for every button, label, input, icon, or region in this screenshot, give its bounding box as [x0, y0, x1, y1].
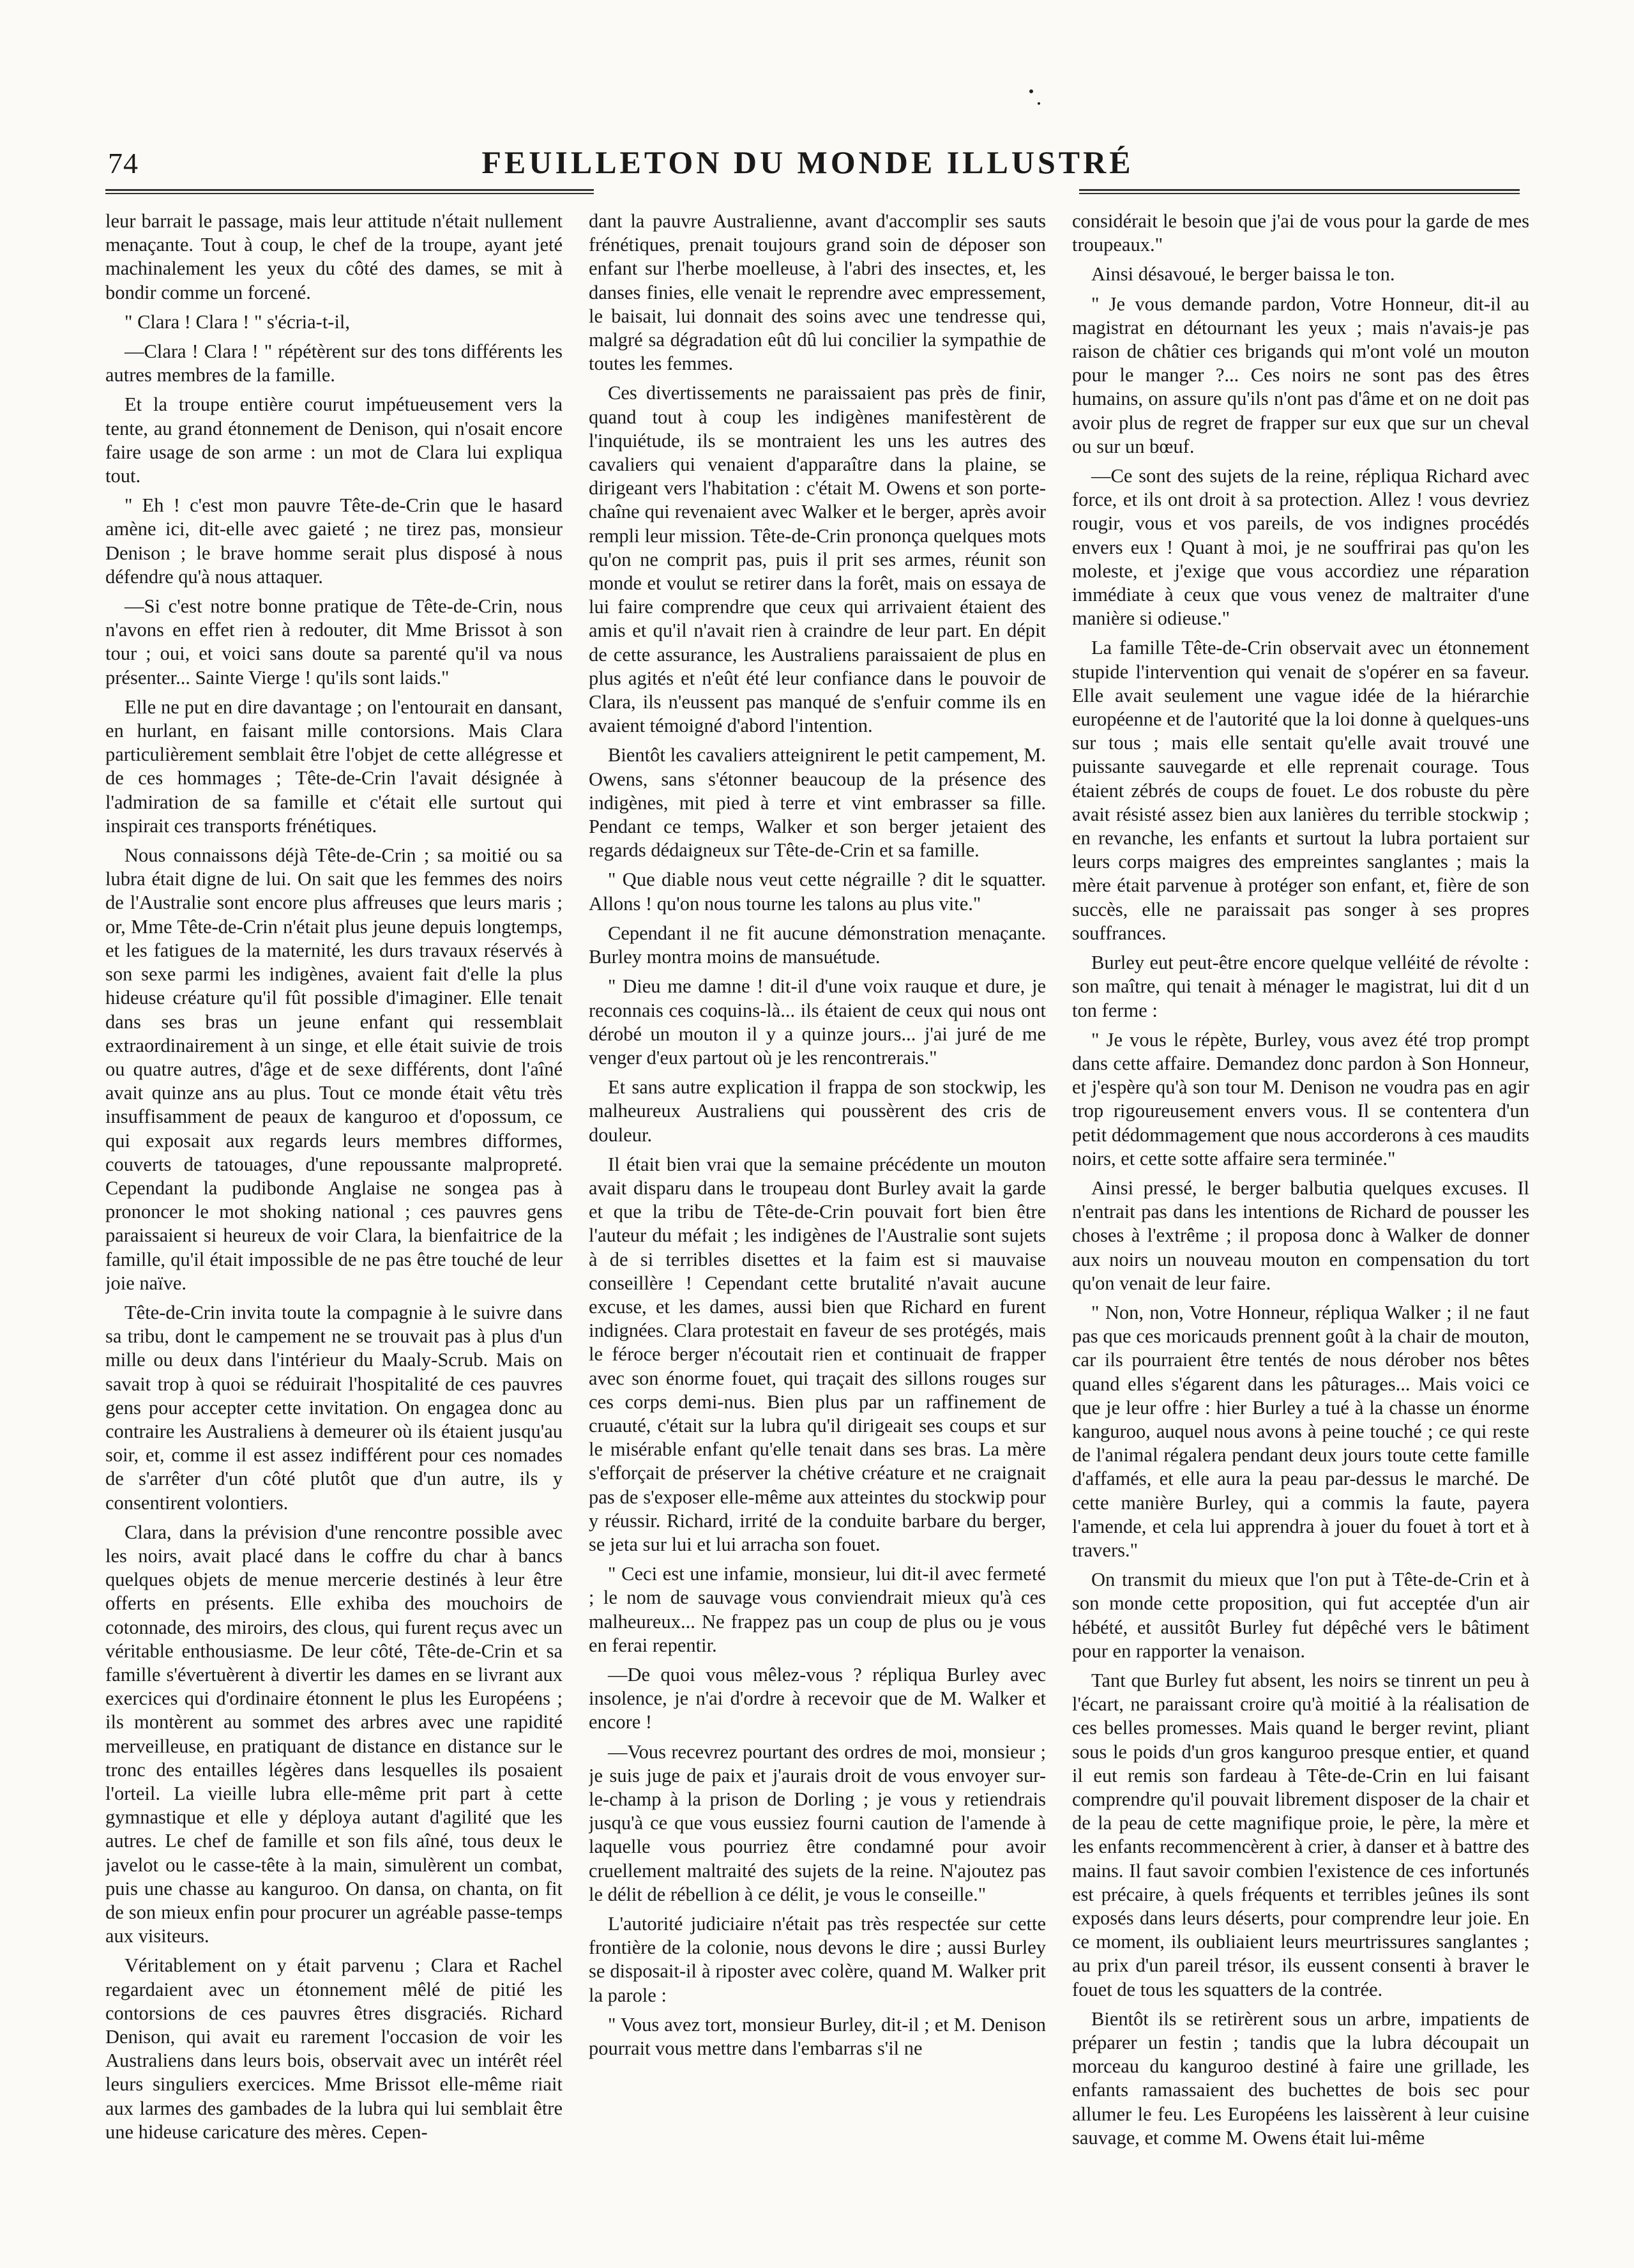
page-header: [105, 144, 1510, 188]
paragraph: " Que diable nous veut cette négraille ? dit le squatter. Allons ! qu'on nous tourne les talons au plus vite.": [589, 869, 1046, 915]
page-number: 74: [108, 147, 139, 179]
paragraph: —Ce sont des sujets de la reine, répliqua Richard avec force, et ils ont droit à sa protection. Allez ! vous devriez rougir, vous et vos pareils, de vos indignes procédés envers eux ! Quant à moi, je ne souffrirai pas qu'on les moleste, et j'exige que vous accordiez une réparation immédiate à ceux que vous venez de maltraiter d'une manière si odieuse.": [1072, 465, 1529, 630]
paragraph: Véritablement on y était parvenu ; Clara et Rachel regardaient avec un étonnement mêlé de pitié les contorsions de ces pauvres êtres disgraciés. Richard Denison, qui avait eu rarement l'occasion de voir les Australiens dans leurs bois, observait avec un intérêt réel leurs singuliers exercices. Mme Brissot elle-même riait aux larmes des gambades de la lubra qui lui semblait être une hideuse caricature des mères. Cepen-: [105, 1954, 563, 2143]
paragraph: Et la troupe entière courut impétueusement vers la tente, au grand étonnement de Denison, qui n'osait encore faire usage de son arme : un mot de Clara lui expliqua tout.: [105, 393, 563, 487]
header-rule-left-thin: [105, 193, 594, 194]
print-speck: [1029, 89, 1033, 93]
paragraph: Clara, dans la prévision d'une rencontre possible avec les noirs, avait placé dans le coffre du char à bancs quelques objets de menue mercerie destinés à leur être offerts en présents. Elle exhiba des mouchoirs de cotonnade, des miroirs, des clous, qui furent reçus avec un véritable enthousiasme. De leur côté, Tête-de-Crin et sa famille s'évertuèrent à divertir les dames en se livrant aux exercices qui d'ordinaire étonnent le plus les Européens ; ils montèrent au sommet des arbres avec une rapidité merveilleuse, en pratiquant de distance en distance sur le tronc des entailles légères dans lesquelles ils posaient l'orteil. La vieille lubra elle-même prit part à cette gymnastique et elle y déploya autant d'agilité que les autres. Le chef de famille et son fils aîné, tous deux le javelot ou le casse-tête à la main, simulèrent un combat, puis une chasse au kanguroo. On dansa, on chanta, on fit de son mieux enfin pour procurer un agréable passe-temps aux visiteurs.: [105, 1521, 563, 1947]
paragraph: Bientôt ils se retirèrent sous un arbre, impatients de préparer un festin ; tandis que la lubra découpait un morceau du kanguroo destiné à faire une grillade, les enfants ramassaient des buchettes de bois sec pour allumer le feu. Les Européens les laissèrent à leur cuisine sauvage, et comme M. Owens était lui-même: [1072, 2007, 1529, 2149]
paragraph: La famille Tête-de-Crin observait avec un étonnement stupide l'intervention qui venait de s'opérer en sa faveur. Elle avait seulement une vague idée de la hiérarchie européenne et de l'autorité que la loi donne à quelques-uns sur tous ; mais elle sentait qu'elle avait trouvé une puissante sauvegarde et elle reprenait courage. Tous étaient zébrés de coups de fouet. Le dos robuste du père avait résisté assez bien aux lanières du terrible stockwip ; en revanche, les enfants et surtout la lubra portaient sur leurs corps maigres des empreintes sanglantes ; mais la mère était parvenue à protéger son enfant, et, fière de son succès, elle ne paraissait pas songer à ses propres souffrances.: [1072, 637, 1529, 944]
paragraph: " Je vous demande pardon, Votre Honneur, dit-il au magistrat en détournant les yeux ; mais n'avais-je pas raison de châtier ces brigands qui m'ont volé un mouton pour le manger ?... Ces noirs ne sont pas des êtres humains, on assure qu'ils n'ont pas d'âme et on ne doit pas avoir plus de regret de frapper sur eux que sur un cheval ou sur un bœuf.: [1072, 293, 1529, 457]
paragraph: " Clara ! Clara ! " s'écria-t-il,: [125, 310, 351, 333]
paragraph: Il était bien vrai que la semaine précédente un mouton avait disparu dans le troupeau dont Burley avait la garde et que la tribu de Tête-de-Crin pouvait fort bien être l'auteur du méfait ; les indigènes de l'Australie sont sujets à de si terribles disettes et la faim est si mauvaise conseillère ! Cependant cette brutalité n'avait aucune excuse, et les dames, aussi bien que Richard en furent indignées. Clara protestait en faveur de ses protégés, mais le féroce berger n'écoutait rien et continuait de frapper avec son énorme fouet, qui traçait des sillons rouges sur ces corps demi-nus. Bien plus par un raffinement de cruauté, c'était sur la lubra qu'il dirigeait ses coups et sur le misérable enfant qu'elle tenait dans ses bras. La mère s'efforçait de préserver la chétive créature et ne craignait pas de s'exposer elle-même aux atteintes du stockwip pour y réussir. Richard, irrité de la conduite barbare du berger, se jeta sur lui et lui arracha son fouet.: [589, 1153, 1046, 1555]
paragraph: Bientôt les cavaliers atteignirent le petit campement, M. Owens, sans s'étonner beaucoup de la présence des indigènes, mit pied à terre et vint embrasser sa fille. Pendant ce temps, Walker et son berger jetaient des regards dédaigneux sur Tête-de-Crin et sa famille.: [589, 744, 1046, 862]
column-3: [1072, 209, 1529, 2247]
print-speck: [1038, 102, 1040, 105]
paragraph: Nous connaissons déjà Tête-de-Crin ; sa moitié ou sa lubra était digne de lui. On sait que les femmes des noirs de l'Australie sont encore plus affreuses que leurs maris ; or, Mme Tête-de-Crin n'était plus jeune depuis longtemps, et les fatigues de la maternité, les durs travaux réservés à son sexe parmi les indigènes, avaient fait d'elle la plus hideuse créature qu'il fût possible d'imaginer. Elle tenait dans ses bras un jeune enfant qui ressemblait extraordinairement à un singe, et elle était suivie de trois ou quatre autres, d'âge et de sexe différents, dont l'aîné avait quinze ans au plus. Tout ce monde était vêtu très insuffisamment de peaux de kanguroo et d'opossum, ce qui exposait aux regards leurs membres difformes, couverts de tatouages, d'une repoussante malpropreté. Cependant la pudibonde Anglaise ne songea pas à prononcer le mot shoking national ; ces pauvres gens paraissaient si heureux de voir Clara, la bienfaitrice de la famille, qu'il était impossible de ne pas être touché de leur joie naïve.: [105, 844, 563, 1294]
paragraph: —Si c'est notre bonne pratique de Tête-de-Crin, nous n'avons en effet rien à redouter, dit Mme Brissot à son tour ; oui, et voici sans doute sa parenté qu'il va nous présenter... Sainte Vierge ! qu'ils sont laids.": [105, 595, 563, 689]
paragraph: dant la pauvre Australienne, avant d'accomplir ses sauts frénétiques, prenait toujours grand soin de déposer son enfant sur l'herbe moelleuse, à l'abri des insectes, et, les danses finies, elle venait le reprendre avec empressement, le baisait, lui donnait des soins avec une tendresse qui, malgré sa dégradation eût dû lui concilier la sympathie de toutes les femmes.: [589, 210, 1046, 375]
paragraph: " Vous avez tort, monsieur Burley, dit-il ; et M. Denison pourrait vous mettre dans l'embarras s'il ne: [589, 2013, 1046, 2060]
paragraph: Burley eut peut-être encore quelque velléité de révolte : son maître, qui tenait à ménager le magistrat, lui dit d un ton ferme :: [1072, 952, 1529, 1021]
paragraph: Ainsi désavoué, le berger baissa le ton.: [1091, 263, 1395, 285]
paragraph: —Clara ! Clara ! " répétèrent sur des tons différents les autres membres de la famille.: [105, 340, 563, 386]
paragraph: Elle ne put en dire davantage ; on l'entourait en dansant, en hurlant, en faisant mille contorsions. Mais Clara particulièrement semblait être l'objet de cette allégresse et de ces hommages ; Tête-de-Crin l'avait désignée à l'admiration de sa famille et c'était elle surtout qui inspirait ces transports frénétiques.: [105, 696, 563, 837]
paragraph: Ces divertissements ne paraissaient pas près de finir, quand tout à coup les indigènes manifestèrent de l'inquiétude, ils se montraient les uns les autres des cavaliers qui venaient d'apparaître dans la plaine, se dirigeant vers l'habitation : c'était M. Owens et son porte-chaîne qui revenaient avec Walker et le berger, après avoir rempli leur mission. Tête-de-Crin prononça quelques mots qu'on ne comprit pas, puis il prit ses armes, réunit son monde et voulut se retirer dans la forêt, mais on essaya de lui faire comprendre que ceux qui arrivaient étaient des amis et qu'il n'avait rien à craindre de leur part. En dépit de cette assurance, les Australiens paraissaient de plus en plus agités et n'eût été leur confiance dans le pouvoir de Clara, ils n'eussent pas manqué de s'enfuir comme ils en avaient témoigné d'abord l'intention.: [589, 382, 1046, 737]
paragraph: Cependant il ne fit aucune démonstration menaçante. Burley montra moins de mansuétude.: [589, 922, 1046, 968]
paragraph: Et sans autre explication il frappa de son stockwip, les malheureux Australiens qui poussèrent des cris de douleur.: [589, 1076, 1046, 1146]
paragraph: " Ceci est une infamie, monsieur, lui dit-il avec fermeté ; le nom de sauvage vous conviendrait mieux qu'à ces malheureux... Ne frappez pas un coup de plus ou je vous en ferai repentir.: [589, 1563, 1046, 1656]
paragraph: " Eh ! c'est mon pauvre Tête-de-Crin que le hasard amène ici, dit-elle avec gaieté ; ne tirez pas, monsieur Denison ; le brave homme serait plus disposé à nous défendre qu'à nous attaquer.: [105, 494, 563, 588]
header-rule-right-thin: [1079, 193, 1520, 194]
paragraph: leur barrait le passage, mais leur attitude n'était nullement menaçante. Tout à coup, le chef de la troupe, ayant jeté machinalement les yeux du côté des dames, se mit à bondir comme un forcené.: [105, 210, 563, 303]
paragraph: " Non, non, Votre Honneur, répliqua Walker ; il ne faut pas que ces moricauds prennent goût à la chair de mouton, car ils pourraient être tentés de nous dérober nos bêtes quand elles s'égarent dans les pâturages... Mais voici ce que je leur offre : hier Burley a tué à la chasse un énorme kanguroo, auquel nous avons à peine touché ; ce qui reste de l'animal régalera pendant deux jours toute cette famille d'affamés, et elle aura la peau par-dessus le marché. De cette manière Burley, qui a commis la faute, payera l'amende, et cela lui apprendra à jouer du fouet à tort et à travers.": [1072, 1301, 1529, 1561]
header-rule-right: [1079, 189, 1520, 191]
paragraph: —De quoi vous mêlez-vous ? répliqua Burley avec insolence, je n'ai d'ordre à recevoir que de M. Walker et encore !: [589, 1663, 1046, 1733]
paragraph: " Dieu me damne ! dit-il d'une voix rauque et dure, je reconnais ces coquins-là... ils étaient de ceux qui nous ont dérobé un mouton il y a quinze jours... j'ai juré de me venger d'eux partout où je les rencontrerais.": [589, 975, 1046, 1069]
paragraph: L'autorité judiciaire n'était pas très respectée sur cette frontière de la colonie, nous devons le dire ; aussi Burley se disposait-il à riposter avec colère, quand M. Walker prit la parole :: [589, 1913, 1046, 2006]
paragraph: considérait le besoin que j'ai de vous pour la garde de mes troupeaux.": [1072, 210, 1529, 256]
paragraph: —Vous recevrez pourtant des ordres de moi, monsieur ; je suis juge de paix et j'aurais droit de vous envoyer sur-le-champ à la prison de Dorling ; je vous y retiendrais jusqu'à ce que vous eussiez fourni caution de l'amende à laquelle vous pourriez être condamné pour avoir cruellement maltraité des sujets de la reine. N'ajoutez pas le délit de rébellion à ce délit, je vous le conseille.": [589, 1740, 1046, 1905]
column-2: [589, 209, 1046, 2247]
paragraph: Ainsi pressé, le berger balbutia quelques excuses. Il n'entrait pas dans les intentions de Richard de pousser les choses à l'extrême ; il proposa donc à Walker de donner aux noirs un nouveau mouton en compensation du tort qu'on venait de leur faire.: [1072, 1176, 1529, 1294]
column-1: [105, 209, 563, 2247]
paragraph: Tête-de-Crin invita toute la compagnie à le suivre dans sa tribu, dont le campement ne se trouvait pas à plus d'un mille ou deux dans l'intérieur du Maaly-Scrub. Mais on savait trop à quoi se réduirait l'hospitalité de ces pauvres gens pour accepter cette invitation. On engagea donc au contraire les Australiens à demeurer où ils étaient jusqu'au soir, et, comme il est assez indifférent pour ces nomades de s'arrêter d'un côté plutôt que d'un autre, ils y consentirent volontiers.: [105, 1301, 563, 1514]
header-rule-left: [105, 189, 594, 191]
paragraph: Tant que Burley fut absent, les noirs se tinrent un peu à l'écart, ne paraissant croire qu'à moitié à la réalisation de ces belles promesses. Mais quand le berger revint, pliant sous le poids d'un gros kanguroo presque entier, et quand il eut remis son fardeau à Tête-de-Crin en lui faisant comprendre qu'il pouvait librement disposer de la chair et de la peau de cette magnifique proie, le père, la mère et les enfants recommencèrent à crier, à danser et à battre des mains. Il faut savoir combien l'existence de ces infortunés est précaire, à quels fréquents et terribles jeûnes ils sont exposés dans leurs déserts, pour comprendre leur joie. En ce moment, ils oubliaient leurs meurtrissures sanglantes ; au prix d'un pareil trésor, ils eussent consenti à braver le fouet de tous les squatters de la contrée.: [1072, 1669, 1529, 2000]
article-columns: [105, 209, 1529, 2247]
paragraph: On transmit du mieux que l'on put à Tête-de-Crin et à son monde cette proposition, qui fut acceptée d'un air hébété, et aussitôt Burley fut dépêché vers le bâtiment pour en rapporter la venaison.: [1072, 1569, 1529, 1662]
running-title: FEUILLETON DU MONDE ILLUSTRÉ: [481, 144, 1134, 180]
paragraph: " Je vous le répète, Burley, vous avez été trop prompt dans cette affaire. Demandez donc pardon à Son Honneur, et j'espère qu'à son tour M. Denison ne voudra pas en agir trop rigoureusement envers vous. Il se contentera d'un petit dédommagement que nous accorderons à ces maudits noirs, et cette sotte affaire sera terminée.": [1072, 1028, 1529, 1169]
